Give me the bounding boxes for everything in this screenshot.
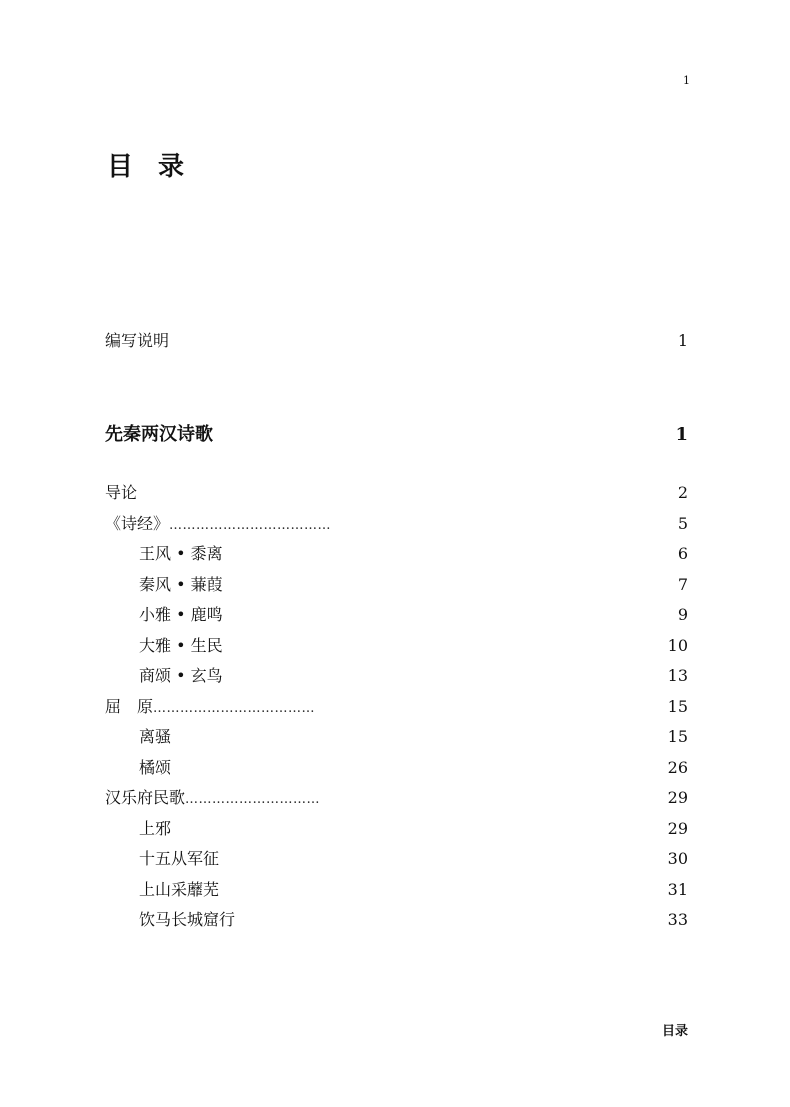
toc-section-page: 1 — [675, 424, 688, 445]
toc-entry-text: 屈 原 — [105, 696, 154, 716]
toc-section-heading[interactable] — [105, 422, 688, 448]
toc-entry-page: 2 — [677, 483, 688, 502]
toc-entry-label — [139, 635, 223, 657]
toc-entry-page: 6 — [677, 544, 688, 563]
toc-entry-text: 秦风 • 蒹葭 — [139, 574, 223, 594]
toc-entry[interactable] — [105, 665, 688, 687]
toc-entry[interactable] — [105, 909, 688, 931]
toc-entry-page: 33 — [667, 910, 688, 929]
toc-entry-label — [139, 757, 171, 779]
toc-entry[interactable] — [105, 604, 688, 626]
toc-entry-text: 小雅 • 鹿鸣 — [139, 605, 223, 624]
running-footer: 目录 — [661, 1024, 688, 1039]
toc-entry-page: 15 — [667, 727, 688, 746]
toc-entry[interactable] — [105, 513, 688, 535]
toc-entry-label — [105, 513, 331, 537]
toc-entry-page: 31 — [667, 879, 688, 899]
toc-entry[interactable] — [105, 848, 688, 870]
page-number: 1 — [683, 74, 690, 87]
toc-entry-page: 10 — [667, 635, 688, 655]
toc-entry-label: 编写说明 — [105, 331, 170, 350]
toc-entry[interactable] — [105, 787, 688, 809]
toc-entry-label — [105, 787, 320, 811]
toc-entry-label — [139, 879, 219, 901]
toc-entry-page: 1 — [677, 331, 688, 350]
toc-leader-dots: ………………………… — [185, 792, 321, 807]
toc-entry-text: 离骚 — [139, 727, 172, 746]
toc-entry[interactable] — [105, 574, 688, 596]
toc-entry-label — [139, 848, 219, 870]
toc-entry-page: 13 — [667, 666, 688, 685]
toc-entry[interactable] — [105, 696, 688, 718]
toc-entry-page: 5 — [677, 513, 688, 533]
toc-entry-page: 15 — [667, 696, 688, 716]
toc-entry-label — [139, 909, 235, 931]
toc-leader-dots: ……………………………… — [169, 517, 332, 533]
toc-entry-label — [139, 543, 223, 565]
toc-entry-text: 王风 • 黍离 — [139, 544, 223, 563]
toc-entry-text: 上邪 — [139, 818, 172, 838]
toc-entry-label — [105, 696, 315, 720]
toc-entry[interactable] — [105, 818, 688, 840]
toc-entry[interactable] — [105, 543, 688, 565]
toc-entry[interactable] — [105, 635, 688, 657]
toc-leader-dots: ……………………………… — [153, 700, 316, 716]
toc-entry-text: 商颂 • 玄鸟 — [139, 666, 223, 685]
page-title: 目 录 — [107, 152, 193, 182]
toc-entry-text: 橘颂 — [139, 757, 172, 777]
toc-entry-label — [139, 574, 223, 596]
toc-entry-text: 饮马长城窟行 — [139, 910, 236, 929]
toc-entry-page: 30 — [667, 849, 688, 868]
toc-entry-text: 大雅 • 生民 — [139, 635, 223, 655]
toc-entry-text: 十五从军征 — [139, 849, 220, 868]
toc-entry-label — [139, 604, 223, 626]
toc-entry-label — [139, 818, 171, 840]
toc-entry-label — [105, 482, 137, 504]
toc-entry-page: 9 — [677, 605, 688, 624]
toc-entry-text: 汉乐府民歌 — [105, 788, 186, 807]
toc-section-label: 先秦两汉诗歌 — [105, 424, 213, 445]
toc-entry-page: 26 — [667, 757, 688, 777]
toc-entry-label — [139, 726, 171, 748]
toc-entry-preface[interactable] — [105, 330, 688, 352]
toc-entry[interactable] — [105, 879, 688, 901]
toc-entry-text: 《诗经》 — [105, 513, 170, 533]
toc-entry-label — [139, 665, 223, 687]
toc-entry-page: 29 — [667, 788, 688, 807]
toc-entry-page: 7 — [677, 574, 688, 594]
toc-entry-text: 导论 — [105, 483, 138, 502]
toc-entry-page: 29 — [667, 818, 688, 838]
toc-entry[interactable] — [105, 726, 688, 748]
toc-entry[interactable] — [105, 482, 688, 504]
toc-entry[interactable] — [105, 757, 688, 779]
toc-entry-text: 上山采蘼芜 — [139, 879, 220, 899]
